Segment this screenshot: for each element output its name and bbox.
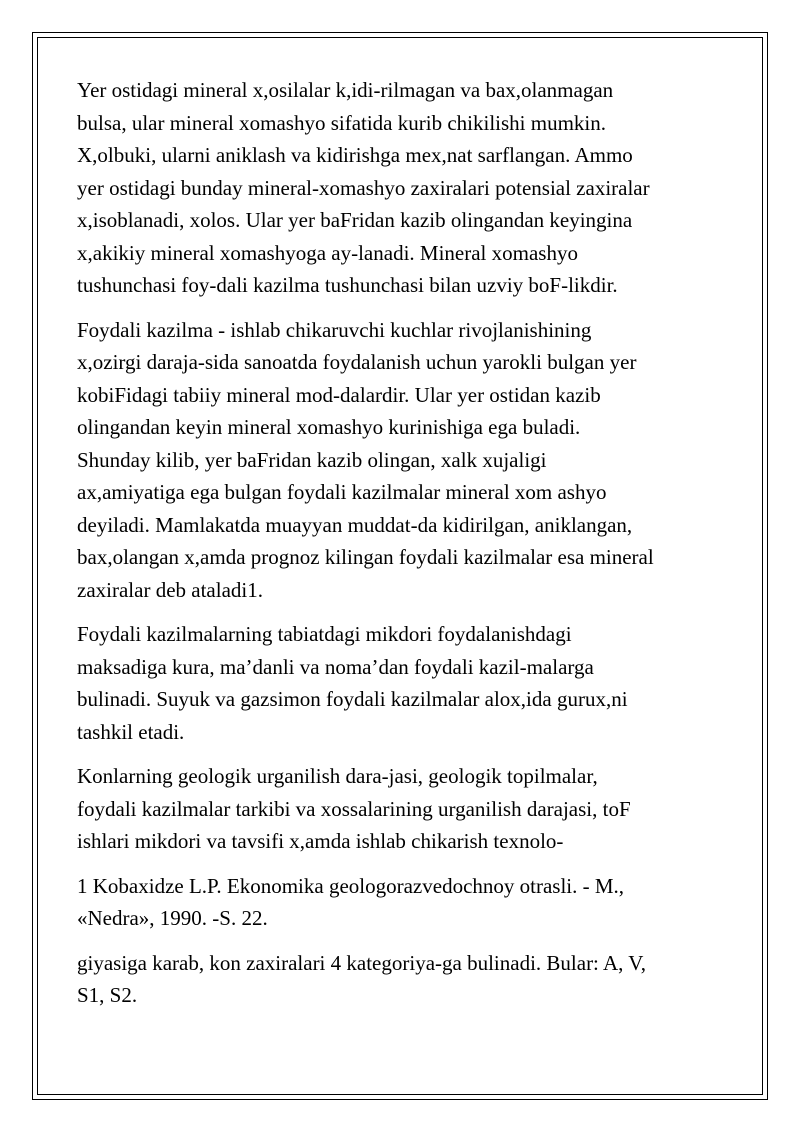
paragraph-useful-minerals: Foydali kazilma - ishlab chikaruvchi kuchlar rivojlanishining x,ozirgi daraja-sida sanoatda foydalanish uchun yarokli bulgan yer kobiFidagi tabiiy mineral mod-dalardir. Ular yer ostidan kazib olingandan keyin mineral xomashyo kurinishiga ega buladi. Shunday kilib, yer baFridan kazib olingan, xalk xujaligi ax,amiyatiga ega bulgan foydali kazilmalar mineral xom ashyo deyiladi. Mamlakatda muayyan muddat-da kidirilgan, aniklangan, bax,olangan x,amda prognoz kilingan foydali kazilmalar esa mineral zaxiralar deb ataladi1. (77, 317, 654, 602)
paragraph-mineral-resources: Yer ostidagi mineral x,osilalar k,idi-rilmagan va bax,olanmagan bulsa, ular mineral xomashyo sifatida kurib chikilishi mumkin. X,olbuki, ularni aniklash va kidirishga mex,nat sarflangan. Ammo yer ostidagi bunday mineral-xomashyo zaxiralari potensial zaxiralar x,isoblanadi, xolos. Ular yer baFridan kazib olingandan keyingina x,akikiy mineral xomashyoga ay-lanadi. Mineral xomashyo tushunchasi foy-dali kazilma tushunchasi bilan uzviy boF-likdir. (77, 78, 650, 297)
paragraph-mineral-classification: Foydali kazilmalarning tabiatdagi mikdori foydalanishdagi maksadiga kura, ma’danli va noma’dan foydali kazil-malarga bulinadi. Suyuk va gazsimon foydali kazilmalar alox,ida gurux,ni tashkil etadi. (77, 622, 628, 744)
paragraph-reserve-categories: giyasiga karab, kon zaxiralari 4 kategoriya-ga bulinadi. Bular: A, V, S1, S2. (77, 950, 646, 1007)
paragraph-deposit-study: Konlarning geologik urganilish dara-jasi, geologik topilmalar, foydali kazilmalar tarkibi va xossalarining urganilish darajasi, toF ishlari mikdori va tavsifi x,amda ishlab chikarish texnolo- (77, 764, 631, 853)
document-body (77, 74, 745, 1024)
footnote: 1 Kobaxidze L.P. Ekonomika geologorazvedochnoy otrasli. - M., «Nedra», 1990. -S. 22. (77, 873, 625, 930)
